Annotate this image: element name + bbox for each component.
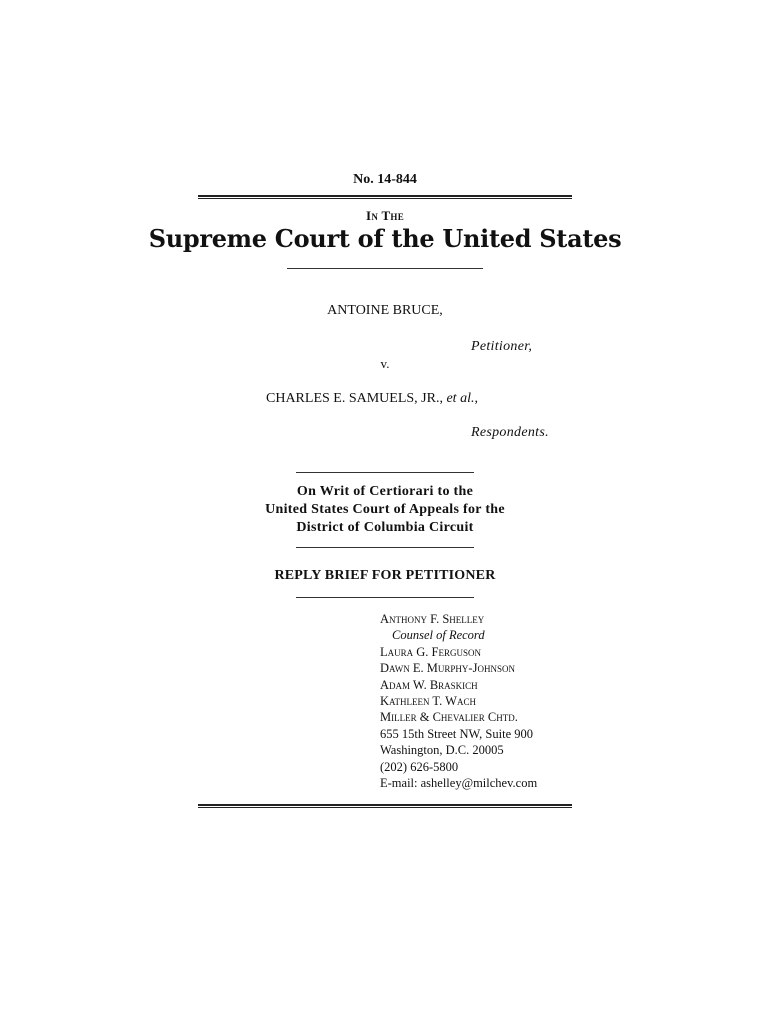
counsel-attorney: Kathleen T. Wach	[380, 694, 476, 709]
divider-rule	[287, 268, 483, 269]
counsel-email: E-mail: ashelley@milchev.com	[380, 776, 538, 791]
bottom-double-rule	[198, 804, 572, 808]
counsel-address-line1: 655 15th Street NW, Suite 900	[380, 726, 534, 741]
respondent-et-al: et al.	[446, 391, 475, 406]
court-prefix: In The	[365, 208, 405, 223]
counsel-phone: (202) 626-5800	[380, 759, 459, 774]
respondent-name-text: CHARLES E. SAMUELS, JR.,	[266, 391, 443, 406]
writ-line: United States Court of Appeals for the	[265, 502, 505, 517]
petitioner-name: ANTOINE BRUCE,	[327, 303, 443, 318]
divider-rule	[296, 547, 474, 548]
counsel-lead: Anthony F. Shelley	[380, 612, 485, 626]
divider-rule	[296, 472, 474, 473]
counsel-firm: Miller & Chevalier Chtd.	[380, 710, 518, 725]
counsel-block	[380, 611, 537, 791]
counsel-address-line2: Washington, D.C. 20005	[380, 743, 504, 758]
counsel-attorney: Laura G. Ferguson	[380, 644, 481, 659]
versus: v.	[380, 356, 390, 371]
court-name: Supreme Court of the United States	[148, 224, 622, 253]
writ-line: District of Columbia Circuit	[296, 520, 474, 535]
counsel-attorney: Dawn E. Murphy-Johnson	[380, 661, 515, 676]
counsel-attorney: Adam W. Braskich	[380, 677, 478, 692]
top-double-rule	[198, 195, 572, 199]
counsel-lead-role: Counsel of Record	[392, 628, 485, 643]
docket-number: No. 14-844	[353, 172, 417, 187]
petitioner-role: Petitioner,	[471, 339, 533, 354]
respondent-role: Respondents.	[471, 425, 549, 440]
respondent-name	[266, 391, 478, 407]
respondent-comma: ,	[474, 391, 478, 406]
brief-title: REPLY BRIEF FOR PETITIONER	[274, 568, 496, 583]
writ-line: On Writ of Certiorari to the	[296, 484, 474, 499]
writ-of-certiorari	[0, 483, 770, 537]
divider-rule	[296, 597, 474, 598]
